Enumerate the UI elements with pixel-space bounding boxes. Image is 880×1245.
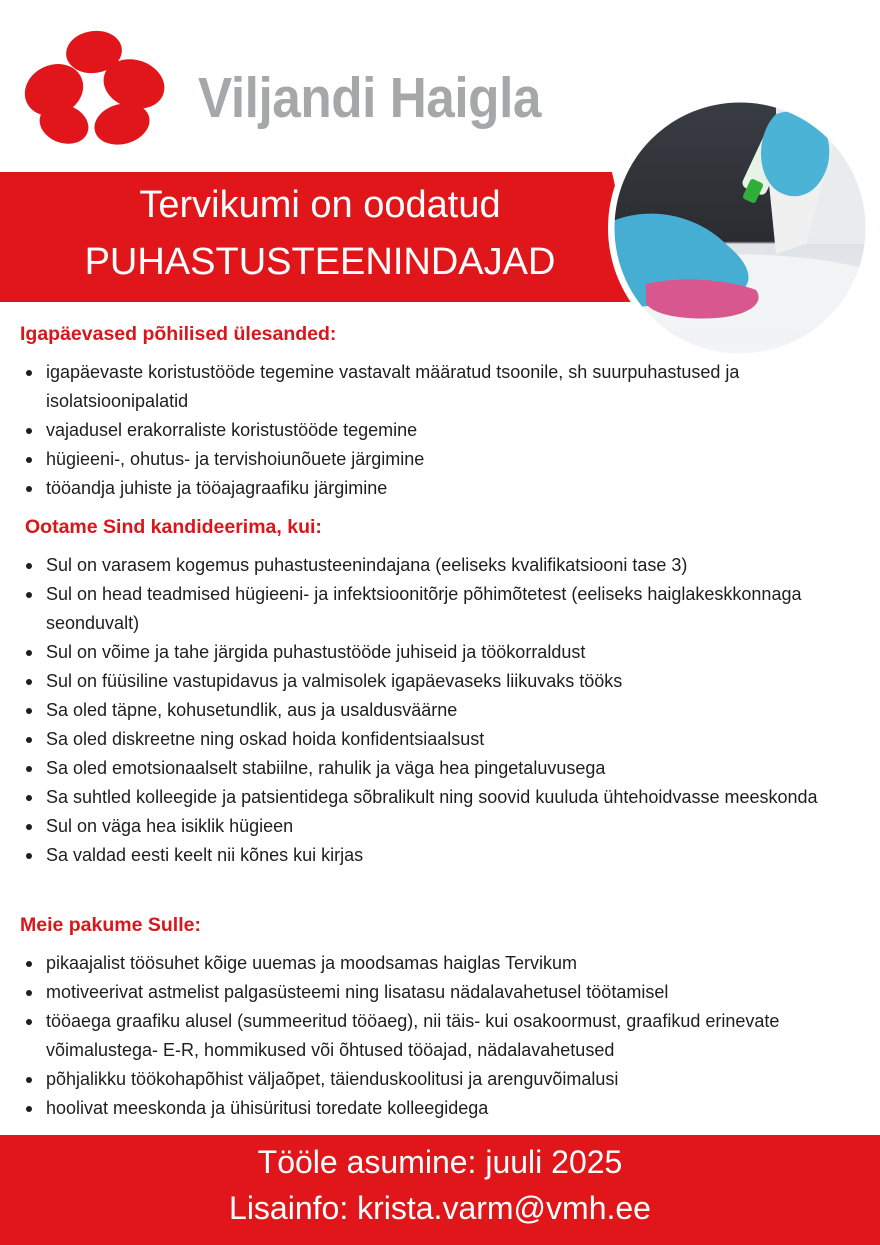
list-item: tööaega graafiku alusel (summeeritud tööaeg), nii täis- kui osakoormust, graafikud erinevate võimalustega- E-R, hommikused või õhtused tööajad, nädalavahetused	[0, 1007, 880, 1065]
list-item: põhjalikku töökohapõhist väljaõpet, täienduskoolitusi ja arenguvõimalusi	[0, 1065, 880, 1094]
cleaning-photo	[606, 94, 874, 362]
list-item: Sa oled emotsionaalselt stabiilne, rahulik ja väga hea pingetaluvusega	[0, 754, 880, 783]
list-item: igapäevaste koristustööde tegemine vastavalt määratud tsoonile, sh suurpuhastused ja isolatsioonipalatid	[0, 358, 880, 416]
section-heading: Meie pakume Sulle:	[20, 914, 201, 936]
banner-title-line1: Tervikumi on oodatud	[139, 184, 501, 226]
offer-list	[0, 949, 880, 1123]
list-item: Sul on head teadmised hügieeni- ja infektsioonitõrje põhimõtetest (eeliseks haiglakeskkonnaga seonduvalt)	[0, 580, 880, 638]
list-item: Sa valdad eesti keelt nii kõnes kui kirjas	[0, 841, 880, 870]
section-heading: Ootame Sind kandideerima, kui:	[25, 516, 322, 538]
section-tasks	[0, 325, 880, 503]
list-item: Sul on varasem kogemus puhastusteenindajana (eeliseks kvalifikatsiooni tase 3)	[0, 551, 880, 580]
logo	[18, 28, 578, 148]
list-item: hoolivat meeskonda ja ühisüritusi toredate kolleegidega	[0, 1094, 880, 1123]
list-item: Sul on väga hea isiklik hügieen	[0, 812, 880, 841]
banner-title-line2: PUHASTUSTEENINDAJAD	[84, 241, 556, 283]
section-offer	[0, 916, 880, 1123]
brand-name: Viljandi Haigla	[198, 66, 541, 130]
start-date: Tööle asumine: juuli 2025	[257, 1144, 623, 1180]
list-item: Sa oled täpne, kohusetundlik, aus ja usaldusväärne	[0, 696, 880, 725]
list-item: vajadusel erakorraliste koristustööde tegemine	[0, 416, 880, 445]
list-item: tööandja juhiste ja tööajagraafiku järgimine	[0, 474, 880, 503]
contact-info: Lisainfo: krista.varm@vmh.ee	[229, 1190, 651, 1226]
list-item: pikaajalist töösuhet kõige uuemas ja moodsamas haiglas Tervikum	[0, 949, 880, 978]
list-item: Sul on võime ja tahe järgida puhastustööde juhiseid ja töökorraldust	[0, 638, 880, 667]
requirements-list	[0, 551, 880, 870]
list-item: motiveerivat astmelist palgasüsteemi ning lisatasu nädalavahetusel töötamisel	[0, 978, 880, 1007]
list-item: hügieeni-, ohutus- ja tervishoiunõuete järgimine	[0, 445, 880, 474]
flower-logo-icon	[18, 28, 170, 146]
section-heading: Igapäevased põhilised ülesanded:	[20, 323, 337, 345]
list-item: Sa oled diskreetne ning oskad hoida konfidentsiaalsust	[0, 725, 880, 754]
section-requirements	[0, 518, 880, 870]
list-item: Sa suhtled kolleegide ja patsientidega sõbralikult ning soovid kuuluda ühtehoidvasse meeskonda	[0, 783, 880, 812]
list-item: Sul on füüsiline vastupidavus ja valmisolek igapäevaseks liikuvaks tööks	[0, 667, 880, 696]
task-list	[0, 358, 880, 503]
